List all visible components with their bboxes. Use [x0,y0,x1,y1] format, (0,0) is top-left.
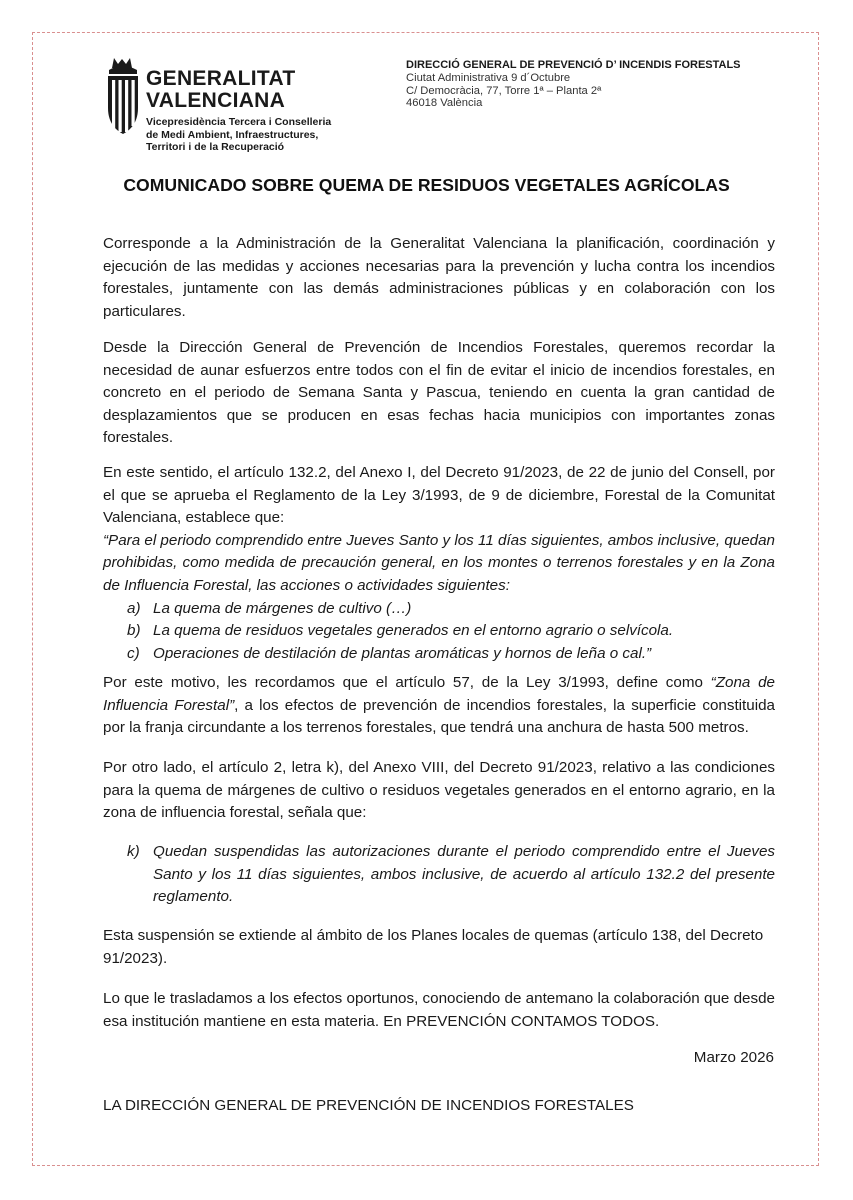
list-item [103,598,775,621]
address-line: 46018 València [406,97,483,110]
department-name [146,116,331,154]
department-line: Vicepresidència Tercera i Conselleria [146,116,332,128]
address-title: DIRECCIÓ GENERAL DE PREVENCIÓ D’ INCENDIS FORESTALS [406,59,741,71]
list-marker: a) [127,599,141,617]
department-line: de Medi Ambient, Infraestructures, [146,128,319,141]
paragraph-7: Lo que le trasladamos a los efectos oportunos, conociendo de antemano la colaboración que desde esa institución mantiene en esta materia. En PREVENCIÓN CONTAMOS TODOS. [103,990,775,1030]
address-line: Ciutat Administrativa 9 d´Octubre [406,71,571,84]
list-item-text: La quema de residuos vegetales generados en el entorno agrario o selvícola. [153,622,674,640]
document-date: Marzo 2026 [693,1049,774,1066]
list-item [103,643,775,666]
list-marker: b) [127,622,141,640]
legal-quote: “Para el periodo comprendido entre Jueves Santo y los 11 días siguientes, ambos inclusive, quedan prohibidas, como medida de precaución general, en los montes o terrenos forestales y en la Zona de Influencia Forestal, las acciones o actividades siguientes: [103,531,775,594]
signature-line: LA DIRECCIÓN GENERAL DE PREVENCIÓN DE INCENDIOS FORESTALES [103,1097,634,1114]
paragraph-4-start: Por este motivo, les recordamos que el artículo 57, de la Ley 3/1993, define como [103,674,711,691]
list-item-text: Operaciones de destilación de plantas aromáticas y hornos de leña o cal.” [153,644,652,662]
regulation-list [103,841,775,909]
generalitat-logo [104,56,334,156]
list-marker: c) [127,644,140,662]
list-marker: k) [127,843,140,860]
coat-of-arms-icon [104,56,142,136]
paragraph-4 [103,672,775,740]
list-item-text: Quedan suspendidas las autorizaciones durante el periodo comprendido entre el Jueves Santo y los 11 días siguientes, ambos inclusive, de acuerdo al artículo 132.2 del presente reglamento. [153,843,775,906]
org-name [146,68,296,112]
prohibited-activities-list [103,598,775,666]
paragraph-5: Por otro lado, el artículo 2, letra k), del Anexo VIII, del Decreto 91/2023, relativo a las condiciones para la quema de márgenes de cultivo o residuos vegetales generados en el entorno agrario, en la zona de influencia forestal, señala que: [103,759,775,822]
department-line: Territori i de la Recuperació [146,141,285,153]
paragraph-1: Corresponde a la Administración de la Generalitat Valenciana la planificación, coordinación y ejecución de las medidas y acciones necesarias para la prevención y lucha contra los incendios forestales, juntamente con las demás administraciones públicas y en colaboración con los particulares. [103,235,775,320]
paragraph-3 [103,462,775,665]
sender-address [406,59,741,110]
address-line: C/ Democràcia, 77, Torre 1ª – Planta 2ª [406,84,602,97]
paragraph-3-intro: En este sentido, el artículo 132.2, del Anexo I, del Decreto 91/2023, de 22 de junio del Consell, por el que se aprueba el Reglamento de la Ley 3/1993, de 9 de diciembre, Forestal de la Comunitat Valenciana, establece que: [103,464,775,527]
org-name-line1: GENERALITAT [146,67,296,90]
list-item [103,620,775,643]
paragraph-6: Esta suspensión se extiende al ámbito de los Planes locales de quemas (artículo 138, del Decreto 91/2023). [103,927,764,967]
regulation-item-k [103,841,775,909]
paragraph-2: Desde la Dirección General de Prevención de Incendios Forestales, queremos recordar la necesidad de aunar esfuerzos entre todos con el fin de evitar el inicio de incendios forestales, en concreto en el periodo de Semana Santa y Pascua, teniendo en cuenta la gran cantidad de desplazamientos que se producen en esas fechas hacia municipios con importantes zonas forestales. [103,339,775,447]
paragraph-4-end: , a los efectos de prevención de incendios forestales, la superficie constituida por la franja circundante a los terrenos forestales, que tendrá una anchura de hasta 500 metros. [103,696,775,737]
list-item [103,841,775,909]
zone-term: “Zona de Influencia Forestal” [103,674,775,714]
document-title: COMUNICADO SOBRE QUEMA DE RESIDUOS VEGETALES AGRÍCOLAS [123,175,730,195]
list-item-text: La quema de márgenes de cultivo (…) [153,599,412,617]
org-name-line2: VALENCIANA [146,89,286,112]
